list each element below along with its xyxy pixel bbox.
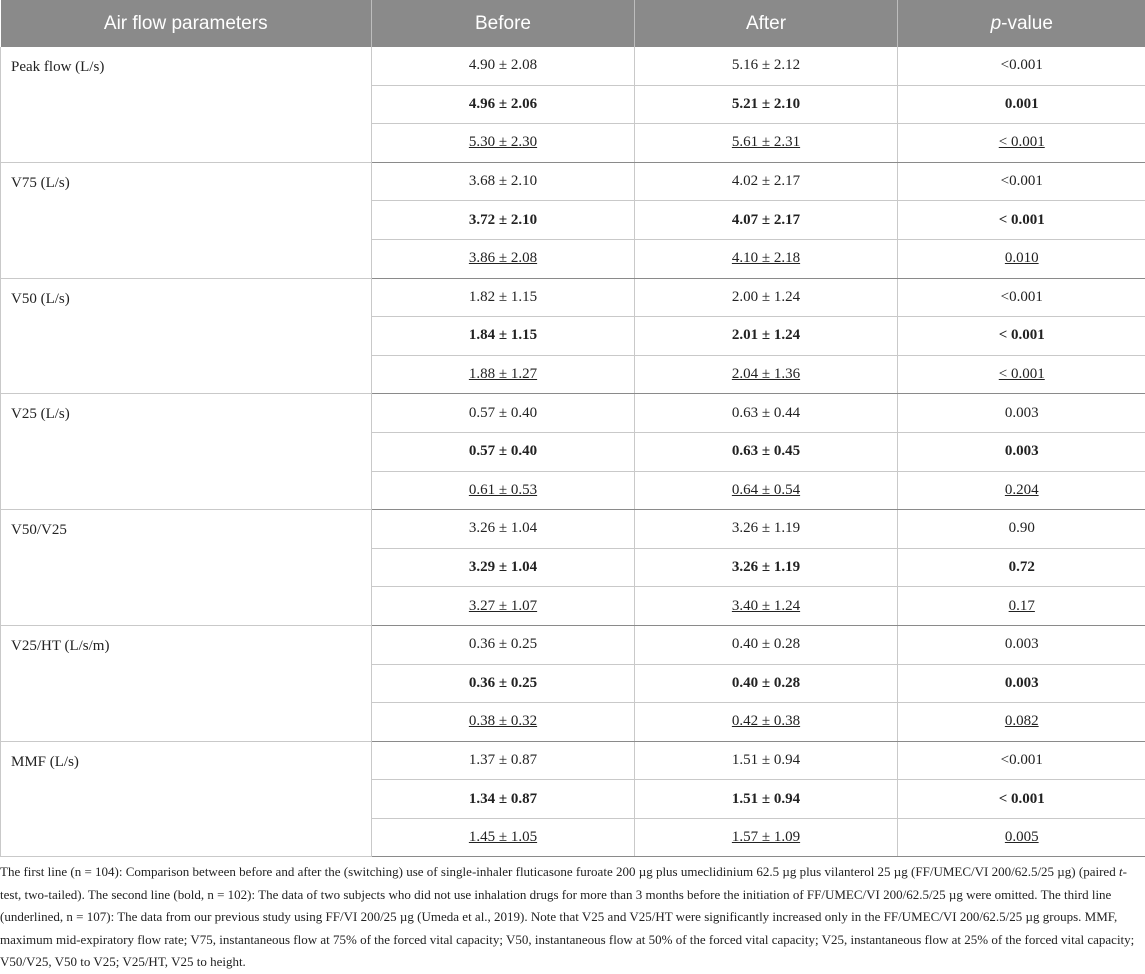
after-cell: [635, 239, 898, 278]
after-cell: [635, 85, 898, 124]
header-pvalue-italic: p: [991, 13, 1002, 34]
table-row: [1, 162, 1145, 201]
pvalue-cell-value: 0.003: [1005, 405, 1039, 421]
after-cell-value: 0.42 ± 0.38: [732, 713, 800, 729]
pvalue-cell-value: 0.082: [1005, 713, 1039, 729]
pvalue-cell-value: 0.010: [1005, 250, 1039, 266]
before-cell: [372, 278, 635, 317]
after-cell: [635, 394, 898, 433]
before-cell-value: 3.29 ± 1.04: [469, 559, 537, 575]
before-cell: [372, 780, 635, 819]
pvalue-cell: [898, 124, 1145, 163]
table-row: [1, 741, 1145, 780]
pvalue-cell-value: < 0.001: [999, 366, 1045, 382]
before-cell-value: 1.45 ± 1.05: [469, 829, 537, 845]
table-body: [1, 47, 1145, 857]
footnote-part-1: The first line (n = 104): Comparison between before and after the (switching) use of single-inhaler fluticasone furoate 200 µg plus umeclidinium 62.5 µg plus vilanterol 25 µg (FF/UMEC/VI 200/62.5/25 µg) (paired: [0, 864, 1119, 879]
pvalue-cell: [898, 703, 1145, 742]
before-cell: [372, 471, 635, 510]
pvalue-cell: [898, 664, 1145, 703]
pvalue-cell-value: 0.17: [1009, 598, 1035, 614]
after-cell: [635, 664, 898, 703]
after-cell: [635, 625, 898, 664]
table-row: [1, 394, 1145, 433]
before-cell-value: 0.57 ± 0.40: [469, 443, 537, 459]
after-cell: [635, 818, 898, 857]
pvalue-cell: [898, 625, 1145, 664]
pvalue-cell-value: <0.001: [1001, 173, 1043, 189]
pvalue-cell: [898, 548, 1145, 587]
after-cell: [635, 432, 898, 471]
before-cell: [372, 124, 635, 163]
pvalue-cell: [898, 471, 1145, 510]
pvalue-cell: [898, 741, 1145, 780]
pvalue-cell: [898, 432, 1145, 471]
after-cell-value: 0.40 ± 0.28: [732, 675, 800, 691]
after-cell: [635, 548, 898, 587]
pvalue-cell-value: < 0.001: [999, 212, 1045, 228]
before-cell-value: 4.96 ± 2.06: [469, 96, 537, 112]
before-cell-value: 0.61 ± 0.53: [469, 482, 537, 498]
after-cell-value: 2.00 ± 1.24: [732, 289, 800, 305]
footnote-part-2: -test, two-tailed). The second line (bold, n = 102): The data of two subjects who did not use inhalation drugs for more than 3 months before the initiation of FF/UMEC/VI 200/62.5/25 µg were omitted. The third line (underlined, n = 107): The data from our previous study using FF/VI 200/25 µg (Umeda et al., 2019). Note that V25 and V25/HT were significantly increased only in the FF/UMEC/VI 200/62.5/25 µg groups. MMF, maximum mid-expiratory flow rate; V75, instantaneous flow at 75% of the forced vital capacity; V50, instantaneous flow at 50% of the forced vital capacity; V25, instantaneous flow at 25% of the forced vital capacity; V50/V25, V50 to V25; V25/HT, V25 to height.: [0, 864, 1134, 969]
before-cell-value: 3.72 ± 2.10: [469, 212, 537, 228]
table-row: [1, 47, 1145, 85]
footnote-italic-t: t: [1119, 864, 1123, 879]
before-cell-value: 1.82 ± 1.15: [469, 289, 537, 305]
after-cell-value: 4.07 ± 2.17: [732, 212, 800, 228]
before-cell-value: 1.84 ± 1.15: [469, 327, 537, 343]
before-cell-value: 3.26 ± 1.04: [469, 520, 537, 536]
pvalue-cell-value: < 0.001: [999, 791, 1045, 807]
before-cell: [372, 548, 635, 587]
pvalue-cell: [898, 317, 1145, 356]
after-cell-value: 5.16 ± 2.12: [732, 57, 800, 73]
table-row: [1, 278, 1145, 317]
before-cell: [372, 625, 635, 664]
before-cell: [372, 239, 635, 278]
pvalue-cell: [898, 201, 1145, 240]
after-cell-value: 5.21 ± 2.10: [732, 96, 800, 112]
param-label: V50/V25: [1, 510, 372, 626]
pvalue-cell: [898, 85, 1145, 124]
before-cell: [372, 317, 635, 356]
after-cell-value: 5.61 ± 2.31: [732, 134, 800, 150]
after-cell-value: 0.40 ± 0.28: [732, 636, 800, 652]
before-cell: [372, 818, 635, 857]
pvalue-cell: [898, 394, 1145, 433]
after-cell-value: 0.63 ± 0.44: [732, 405, 800, 421]
table-footnote: [0, 857, 1145, 974]
before-cell-value: 1.34 ± 0.87: [469, 791, 537, 807]
before-cell: [372, 432, 635, 471]
before-cell: [372, 394, 635, 433]
param-label: MMF (L/s): [1, 741, 372, 857]
param-label: V50 (L/s): [1, 278, 372, 394]
pvalue-cell: [898, 780, 1145, 819]
header-before: Before: [372, 0, 635, 47]
before-cell: [372, 47, 635, 85]
after-cell-value: 1.57 ± 1.09: [732, 829, 800, 845]
before-cell: [372, 510, 635, 549]
before-cell-value: 0.36 ± 0.25: [469, 675, 537, 691]
pvalue-cell-value: 0.001: [1005, 96, 1039, 112]
after-cell-value: 1.51 ± 0.94: [732, 791, 800, 807]
header-param: Air flow parameters: [1, 0, 372, 47]
after-cell: [635, 471, 898, 510]
param-label: Peak flow (L/s): [1, 47, 372, 162]
before-cell: [372, 162, 635, 201]
after-cell: [635, 355, 898, 394]
after-cell: [635, 587, 898, 626]
before-cell: [372, 85, 635, 124]
pvalue-cell-value: <0.001: [1001, 752, 1043, 768]
before-cell: [372, 741, 635, 780]
pvalue-cell-value: <0.001: [1001, 289, 1043, 305]
after-cell-value: 4.02 ± 2.17: [732, 173, 800, 189]
before-cell-value: 0.57 ± 0.40: [469, 405, 537, 421]
table-header: [1, 0, 1145, 47]
pvalue-cell-value: 0.003: [1005, 636, 1039, 652]
pvalue-cell-value: 0.90: [1009, 520, 1035, 536]
after-cell: [635, 780, 898, 819]
before-cell-value: 0.38 ± 0.32: [469, 713, 537, 729]
table-row: [1, 625, 1145, 664]
pvalue-cell-value: 0.003: [1005, 675, 1039, 691]
after-cell: [635, 317, 898, 356]
header-pvalue-rest: -value: [1001, 13, 1053, 34]
pvalue-cell-value: <0.001: [1001, 57, 1043, 73]
before-cell-value: 0.36 ± 0.25: [469, 636, 537, 652]
param-label: V75 (L/s): [1, 162, 372, 278]
pvalue-cell: [898, 239, 1145, 278]
after-cell: [635, 510, 898, 549]
pvalue-cell-value: < 0.001: [999, 327, 1045, 343]
before-cell: [372, 587, 635, 626]
pvalue-cell: [898, 818, 1145, 857]
before-cell-value: 5.30 ± 2.30: [469, 134, 537, 150]
pvalue-cell-value: < 0.001: [999, 134, 1045, 150]
pvalue-cell: [898, 47, 1145, 85]
pvalue-cell: [898, 587, 1145, 626]
before-cell: [372, 664, 635, 703]
after-cell: [635, 162, 898, 201]
after-cell: [635, 47, 898, 85]
before-cell-value: 4.90 ± 2.08: [469, 57, 537, 73]
after-cell-value: 4.10 ± 2.18: [732, 250, 800, 266]
pvalue-cell: [898, 355, 1145, 394]
after-cell-value: 3.40 ± 1.24: [732, 598, 800, 614]
pvalue-cell: [898, 510, 1145, 549]
before-cell-value: 1.88 ± 1.27: [469, 366, 537, 382]
before-cell-value: 3.86 ± 2.08: [469, 250, 537, 266]
before-cell-value: 3.68 ± 2.10: [469, 173, 537, 189]
pvalue-cell-value: 0.003: [1005, 443, 1039, 459]
param-label: V25 (L/s): [1, 394, 372, 510]
after-cell: [635, 741, 898, 780]
after-cell: [635, 201, 898, 240]
after-cell-value: 3.26 ± 1.19: [732, 559, 800, 575]
before-cell: [372, 355, 635, 394]
before-cell-value: 3.27 ± 1.07: [469, 598, 537, 614]
header-after: After: [635, 0, 898, 47]
pvalue-cell: [898, 162, 1145, 201]
after-cell-value: 0.64 ± 0.54: [732, 482, 800, 498]
before-cell: [372, 703, 635, 742]
after-cell: [635, 703, 898, 742]
after-cell-value: 2.01 ± 1.24: [732, 327, 800, 343]
param-label: V25/HT (L/s/m): [1, 625, 372, 741]
after-cell-value: 2.04 ± 1.36: [732, 366, 800, 382]
pvalue-cell: [898, 278, 1145, 317]
pvalue-cell-value: 0.005: [1005, 829, 1039, 845]
after-cell-value: 3.26 ± 1.19: [732, 520, 800, 536]
before-cell: [372, 201, 635, 240]
after-cell-value: 1.51 ± 0.94: [732, 752, 800, 768]
table-row: [1, 510, 1145, 549]
pvalue-cell-value: 0.204: [1005, 482, 1039, 498]
after-cell-value: 0.63 ± 0.45: [732, 443, 800, 459]
header-pvalue: [898, 0, 1145, 47]
after-cell: [635, 278, 898, 317]
before-cell-value: 1.37 ± 0.87: [469, 752, 537, 768]
after-cell: [635, 124, 898, 163]
pvalue-cell-value: 0.72: [1009, 559, 1035, 575]
